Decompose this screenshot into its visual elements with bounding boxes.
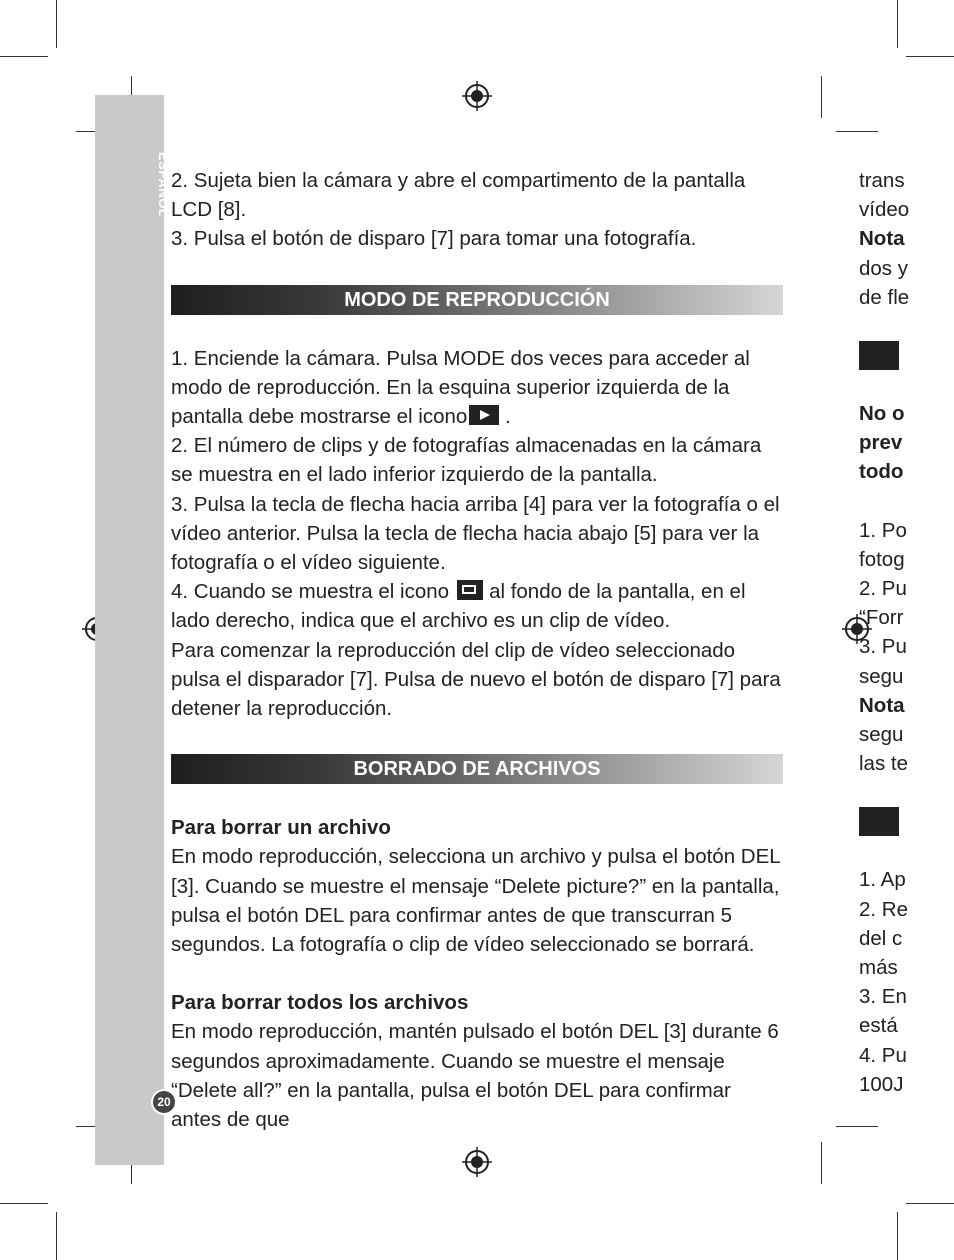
section-heading-playback: MODO DE REPRODUCCIÓN xyxy=(171,285,783,315)
crop-mark xyxy=(836,1126,878,1127)
text-line: 3. Pu xyxy=(859,635,907,659)
text-line: todo xyxy=(859,460,904,484)
text-line: 4. Pu xyxy=(859,1043,907,1067)
text-line: de fle xyxy=(859,285,910,309)
main-column xyxy=(171,166,783,1134)
page-number: 20 xyxy=(153,1091,175,1113)
paragraph: 4. Cuando se muestra el icono al fondo de la pantalla, en el lado derecho, indica que el archivo es un clip de vídeo. xyxy=(171,580,746,633)
subheading: Para borrar todos los archivos xyxy=(171,991,469,1015)
crop-mark xyxy=(56,0,57,48)
text-line: Nota xyxy=(859,227,905,251)
crop-mark xyxy=(897,1212,898,1260)
text-line: 2. Re xyxy=(859,897,908,921)
paragraph: 2. Sujeta bien la cámara y abre el compartimento de la pantalla LCD [8]. xyxy=(171,169,746,222)
text-line: fotog xyxy=(859,547,905,571)
text-line: del c xyxy=(859,926,903,950)
text-line: segu xyxy=(859,723,904,747)
paragraph: 2. El número de clips y de fotografías almacenadas en la cámara se muestra en el lado inferior izquierdo de la pantalla. xyxy=(171,434,762,487)
paragraph: 1. Enciende la cámara. Pulsa MODE dos veces para acceder al modo de reproducción. En la esquina superior izquierda de la pantalla debe mostrarse el icono . xyxy=(171,346,750,429)
video-clip-icon xyxy=(457,580,483,600)
text-line: segu xyxy=(859,664,904,688)
crop-mark xyxy=(836,131,878,132)
text-line: “Forr xyxy=(859,606,904,630)
crop-mark xyxy=(906,1203,954,1204)
text-line: más xyxy=(859,956,898,980)
text-line: prev xyxy=(859,431,903,455)
crop-mark xyxy=(56,1212,57,1260)
adjacent-page-column xyxy=(859,166,910,1099)
crop-mark xyxy=(0,1203,48,1204)
paragraph: En modo reproducción, selecciona un archivo y pulsa el botón DEL [3]. Cuando se muestre el mensaje “Delete picture?” en la pantalla, pulsa el botón DEL para confirmar antes de que transcurran 5 segundos. La fotografía o clip de vídeo seleccionado se borrará. xyxy=(171,845,780,957)
paragraph: 3. Pulsa la tecla de flecha hacia arriba [4] para ver la fotografía o el vídeo anterior. Pulsa la tecla de flecha hacia abajo [5] para ver la fotografía o el vídeo siguiente. xyxy=(171,492,780,575)
crop-mark xyxy=(906,56,954,57)
text-line: dos y xyxy=(859,256,908,280)
crop-mark xyxy=(897,0,898,48)
language-sidebar xyxy=(95,95,164,1165)
play-mode-icon xyxy=(469,405,499,425)
text-line: trans xyxy=(859,169,905,192)
text-line: las te xyxy=(859,752,908,776)
section-heading-bar xyxy=(859,807,899,836)
text-line: 1. Po xyxy=(859,518,907,542)
paragraph: Para comenzar la reproducción del clip de vídeo seleccionado pulsa el disparador [7]. Pulsa de nuevo el botón de disparo [7] para detener la reproducción. xyxy=(171,638,781,721)
crop-mark xyxy=(821,1142,822,1184)
text-line: está xyxy=(859,1014,898,1038)
text-line: 3. En xyxy=(859,985,907,1009)
text-line: vídeo xyxy=(859,198,910,222)
crop-mark xyxy=(821,76,822,118)
text-line: No o xyxy=(859,402,905,426)
section-heading-bar xyxy=(859,341,899,370)
paragraph: En modo reproducción, mantén pulsado el botón DEL [3] durante 6 segundos aproximadamente. Cuando se muestre el mensaje “Delete all?” en la pantalla, pulsa el botón DEL para confirmar antes de que xyxy=(171,1020,779,1132)
registration-mark-icon xyxy=(462,81,492,111)
crop-mark xyxy=(0,56,48,57)
language-label: ESPAÑOL xyxy=(156,152,171,218)
paragraph: 3. Pulsa el botón de disparo [7] para tomar una fotografía. xyxy=(171,227,697,251)
text-line: Nota xyxy=(859,693,905,717)
section-heading-delete: BORRADO DE ARCHIVOS xyxy=(171,754,783,784)
text-line: 2. Pu xyxy=(859,577,907,601)
text-line: 1. Ap xyxy=(859,868,906,892)
registration-mark-icon xyxy=(462,1147,492,1177)
text-line: 100J xyxy=(859,1072,904,1096)
subheading: Para borrar un archivo xyxy=(171,816,391,840)
